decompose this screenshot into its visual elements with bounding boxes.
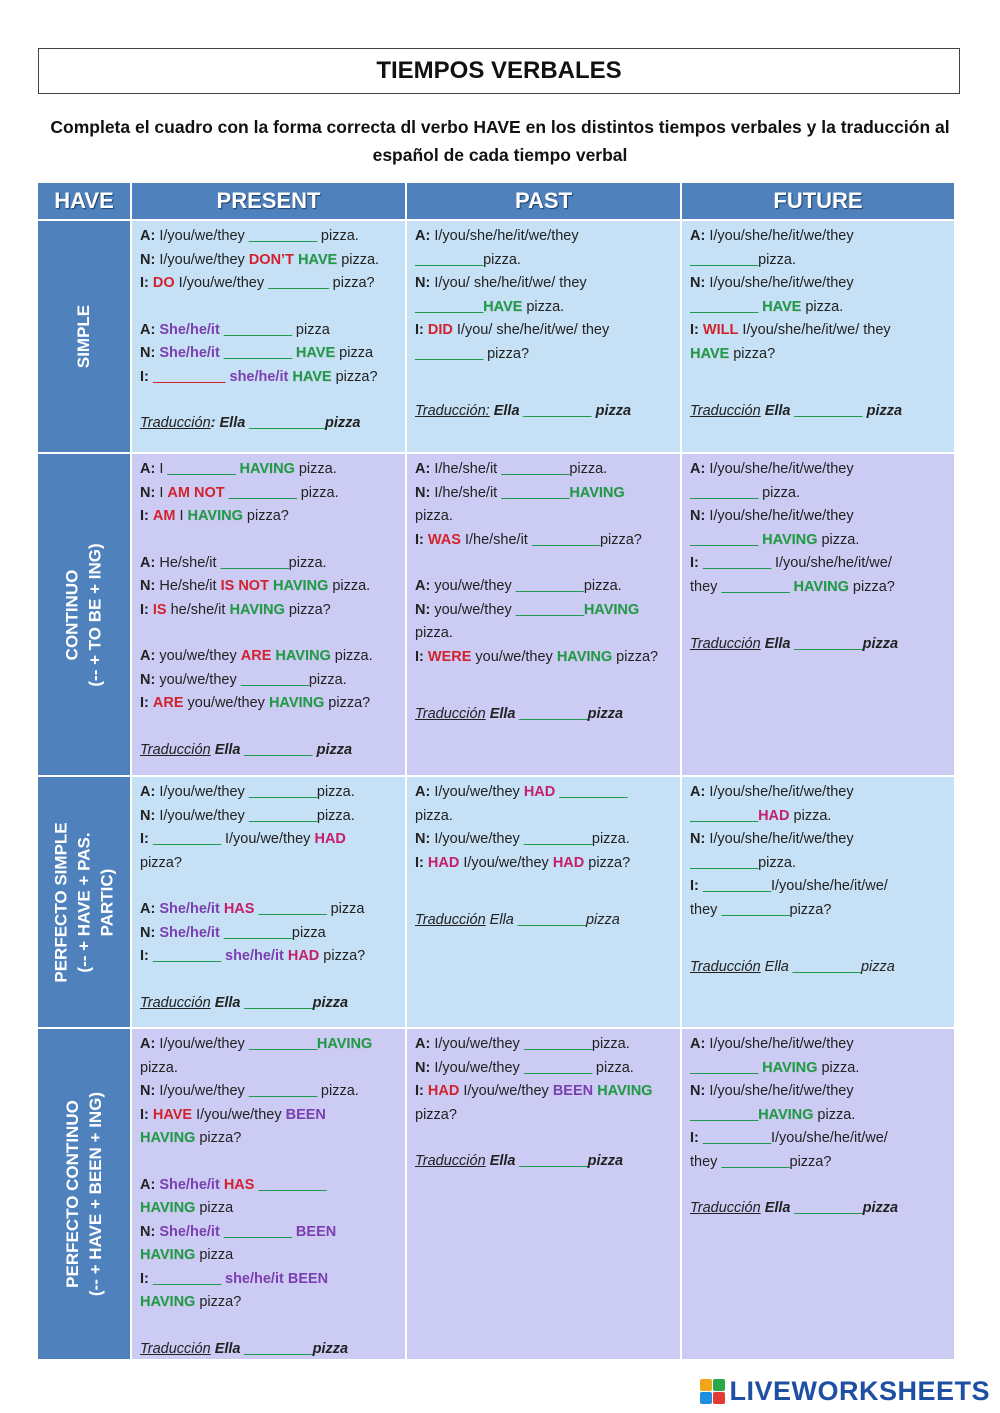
blank[interactable]: _________: [690, 251, 759, 268]
blank[interactable]: _________: [258, 1176, 327, 1193]
blank[interactable]: _________: [248, 807, 317, 824]
blank[interactable]: _________: [794, 1200, 863, 1216]
blank[interactable]: _________: [794, 403, 863, 419]
blank[interactable]: _________: [228, 484, 297, 501]
blank[interactable]: _________: [690, 298, 759, 315]
blank[interactable]: _________: [223, 924, 292, 941]
blank[interactable]: _________: [792, 959, 861, 975]
blank[interactable]: _________: [721, 901, 790, 918]
blank[interactable]: _________: [167, 461, 236, 477]
blank[interactable]: _________: [248, 228, 317, 244]
liveworksheets-logo: [700, 1376, 990, 1407]
cell-simple-future: A: I/you/she/he/it/we/they _________pizza. N: I/you/she/he/it/we/they _________ HAVE pizza. I: WILL I/you/she/he/it/we/ they HAVE pizza? Traducción Ella _________ pizza: [682, 221, 954, 452]
header-present: PRESENT: [132, 183, 405, 219]
cell-continuo-future: A: I/you/she/he/it/we/they _________ pizza. N: I/you/she/he/it/we/they _________ HAVING pizza. I: _________ I/you/she/he/it/we/ they _________ HAVING pizza? Traducción Ella _________pizza: [682, 454, 954, 775]
logo-blocks-icon: [700, 1379, 725, 1404]
blank[interactable]: _________: [152, 948, 221, 964]
cell-perfecto-simple-present: A: I/you/we/they _________pizza. N: I/you/we/they _________pizza. I: _________ I/you/we/they HAD pizza? A: She/he/it HAS _________ pizza N: She/he/it _________pizza I: _________ she/he/it HAD pizza? Traducción Ella _________pizza: [132, 777, 405, 1027]
blank[interactable]: _________: [531, 531, 600, 548]
blank[interactable]: _________: [523, 1059, 592, 1076]
blank[interactable]: _________: [223, 321, 292, 338]
header-have: HAVE: [38, 183, 130, 219]
logo-text: LIVEWORKSHEETS: [729, 1376, 990, 1406]
blank[interactable]: _________: [244, 1340, 313, 1357]
cell-simple-present: A: I/you/we/they _________ pizza. N: I/you/we/they DON’T HAVE pizza. I: DO I/you/we/they ________ pizza? A: She/he/it _________ pizza N: She/he/it _________ HAVE pizza I: _________ she/he/it HAVE pizza? Traducción: Ella __________pizza: [132, 221, 405, 452]
cell-simple-past: A: I/you/she/he/it/we/they _________pizza. N: I/you/ she/he/it/we/ they _________HAVE pizza. I: DID I/you/ she/he/it/we/ they _________ pizza? Traducción: Ella _________ pizza: [407, 221, 680, 452]
row-label-continuo: CONTINUO (-- + TO BE + ING): [38, 454, 130, 775]
blank[interactable]: _________: [244, 994, 313, 1011]
blank[interactable]: _________: [690, 484, 759, 501]
row-label-simple: SIMPLE: [38, 221, 130, 452]
blank[interactable]: ________: [268, 275, 329, 291]
blank[interactable]: _________: [721, 1153, 790, 1170]
blank[interactable]: _________: [415, 298, 484, 315]
blank[interactable]: _________: [690, 1106, 759, 1123]
blank[interactable]: _________: [515, 601, 584, 618]
blank[interactable]: _________: [415, 251, 484, 268]
blank[interactable]: _________: [515, 578, 584, 594]
header-future: FUTURE: [682, 183, 954, 219]
blank[interactable]: _________: [248, 784, 317, 800]
blank[interactable]: _________: [702, 1130, 771, 1146]
blank[interactable]: _________: [248, 1083, 317, 1099]
blank[interactable]: _________: [794, 636, 863, 652]
blank[interactable]: _________: [519, 706, 588, 722]
blank[interactable]: _________: [517, 912, 586, 928]
blank[interactable]: _________: [702, 555, 771, 571]
page-title: TIEMPOS VERBALES: [38, 48, 960, 94]
blank[interactable]: _________: [220, 554, 289, 571]
blank[interactable]: _________: [501, 484, 570, 501]
blank[interactable]: _________: [244, 741, 313, 758]
blank[interactable]: _________: [152, 831, 221, 847]
blank[interactable]: _________: [240, 671, 309, 688]
blank[interactable]: _________: [248, 1036, 317, 1052]
blank[interactable]: _________: [702, 878, 771, 894]
blank[interactable]: _________: [523, 403, 592, 419]
blank[interactable]: _________: [523, 831, 592, 847]
instructions: Completa el cuadro con la forma correcta dl verbo HAVE en los distintos tiempos verbales y la traducción al español de cada tiempo verbal: [50, 117, 950, 165]
blank[interactable]: _________: [223, 345, 292, 361]
blank[interactable]: _________: [519, 1153, 588, 1169]
blank[interactable]: _________: [523, 1036, 592, 1052]
row-label-perfecto-simple: PERFECTO SIMPLE (-- + HAVE + PAS. PARTIC): [38, 777, 130, 1027]
verb-tense-table: [38, 183, 952, 1357]
blank[interactable]: _________: [690, 1059, 759, 1076]
cell-perfecto-continuo-present: A: I/you/we/they _________HAVING pizza. N: I/you/we/they _________ pizza. I: HAVE I/you/we/they BEEN HAVING pizza? A: She/he/it HAS _________ HAVING pizza N: She/he/it _________ BEEN HAVING pizza I: _________ she/he/it BEEN HAVING pizza? Traducción Ella _________pizza: [132, 1029, 405, 1359]
blank[interactable]: _________: [690, 531, 759, 548]
cell-perfecto-continuo-past: A: I/you/we/they _________pizza. N: I/you/we/they _________ pizza. I: HAD I/you/we/they BEEN HAVING pizza? Traducción Ella _________pizza: [407, 1029, 680, 1359]
blank[interactable]: __________: [249, 415, 325, 431]
blank[interactable]: _________: [152, 1270, 221, 1287]
blank[interactable]: _________: [559, 784, 628, 800]
cell-perfecto-continuo-future: A: I/you/she/he/it/we/they _________ HAVING pizza. N: I/you/she/he/it/we/they _________HAVING pizza. I: _________I/you/she/he/it/we/ they _________pizza? Traducción Ella _________pizza: [682, 1029, 954, 1359]
header-past: PAST: [407, 183, 680, 219]
blank[interactable]: _________: [258, 901, 327, 917]
cell-perfecto-simple-past: A: I/you/we/they HAD _________ pizza. N: I/you/we/they _________pizza. I: HAD I/you/we/they HAD pizza? Traducción Ella _________pizza: [407, 777, 680, 1027]
cell-perfecto-simple-future: A: I/you/she/he/it/we/they _________HAD pizza. N: I/you/she/he/it/we/they _________pizza. I: _________I/you/she/he/it/we/ they _________pizza? Traducción Ella _________pizza: [682, 777, 954, 1027]
blank[interactable]: _________: [721, 578, 790, 595]
blank[interactable]: _________: [223, 1223, 292, 1240]
blank[interactable]: _________: [415, 345, 484, 362]
cell-continuo-past: A: I/he/she/it _________pizza. N: I/he/she/it _________HAVING pizza. I: WAS I/he/she/it _________pizza? A: you/we/they _________pizza. N: you/we/they _________HAVING pizza. I: WERE you/we/they HAVING pizza? Traducción Ella _________pizza: [407, 454, 680, 775]
blank[interactable]: _________: [690, 807, 759, 824]
cell-continuo-present: A: I _________ HAVING pizza. N: I AM NOT _________ pizza. I: AM I HAVING pizza? A: He/she/it _________pizza. N: He/she/it IS NOT HAVING pizza. I: IS he/she/it HAVING pizza? A: you/we/they ARE HAVING pizza. N: you/we/they _________pizza. I: ARE you/we/they HAVING pizza? Traducción Ella _________ pizza: [132, 454, 405, 775]
blank[interactable]: _________: [501, 461, 570, 477]
blank[interactable]: _________: [690, 854, 759, 871]
row-label-perfecto-continuo: PERFECTO CONTINUO (-- + HAVE + BEEN + ING): [38, 1029, 130, 1359]
